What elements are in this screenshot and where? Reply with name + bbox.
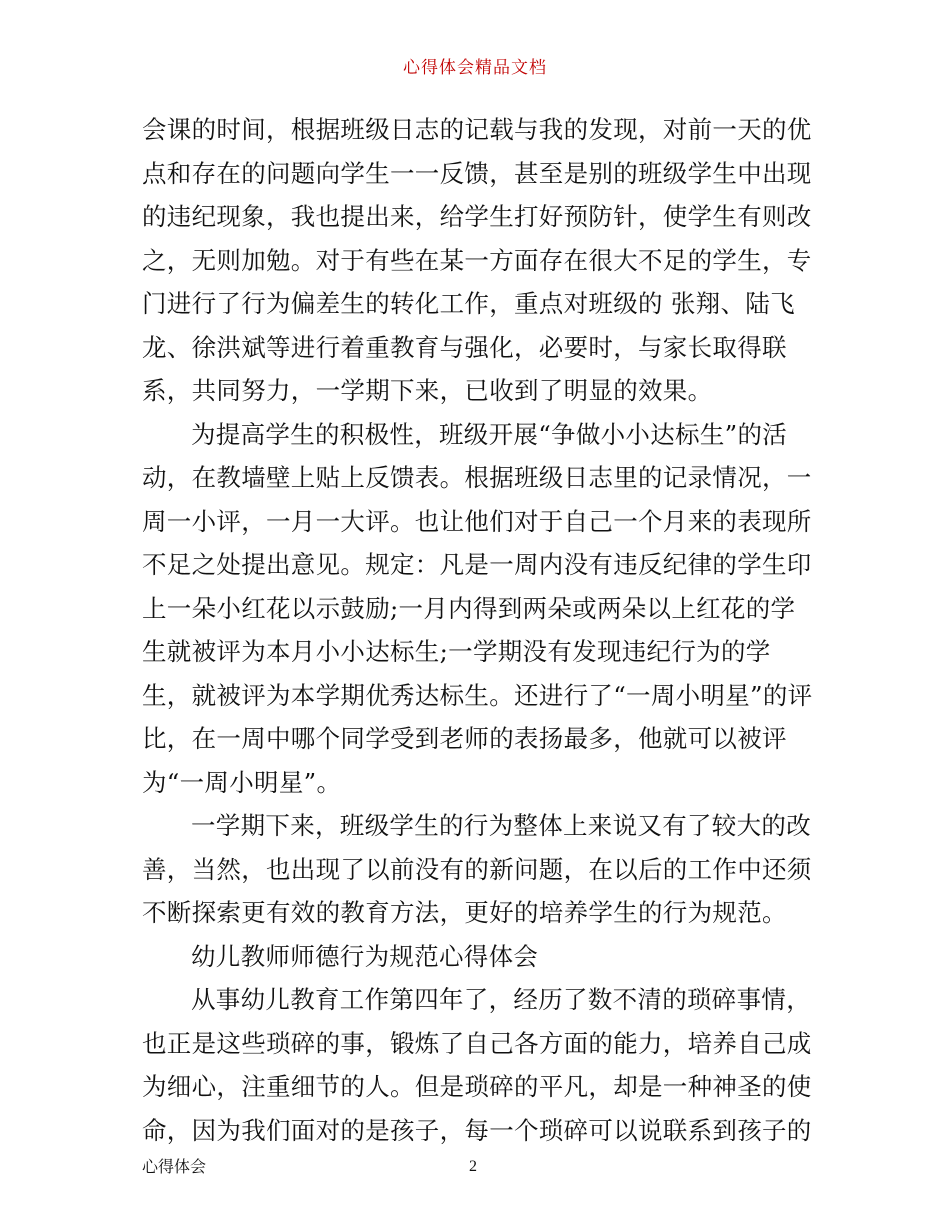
page-header-title: 心得体会精品文档: [403, 58, 547, 78]
body-paragraph-1: 会课的时间，根据班级日志的记载与我的发现，对前一天的优点和存在的问题向学生一一反馈，甚至是别的班级学生中出现的违纪现象，我也提出来，给学生打好预防针，使学生有则改之，无则加勉。对于有些在某一方面存在很大不足的学生，专门进行了行为偏差生的转化工作，重点对班级的 张翔、陆飞龙、徐洪斌等进行着重教育与强化，必要时，与家长取得联系，共同努力，一学期下来，已收到了明显的效果。: [142, 115, 812, 405]
body-paragraph-2: 为提高学生的积极性，班级开展“争做小小达标生”的活动，在教墙壁上贴上反馈表。根据班级日志里的记录情况，一周一小评，一月一大评。也让他们对于自己一个月来的表现所不足之处提出意见。规定：凡是一周内没有违反纪律的学生印上一朵小红花以示鼓励;一月内得到两朵或两朵以上红花的学生就被评为本月小小达标生;一学期没有发现违纪行为的学生，就被评为本学期优秀达标生。还进行了“一周小明星”的评比，在一周中哪个同学受到老师的表扬最多，他就可以被评为“一周小明星”。: [142, 419, 813, 797]
section-heading: 幼儿教师师德行为规范心得体会: [191, 941, 539, 971]
document-body: [142, 108, 814, 1152]
page-number: 2: [469, 1158, 477, 1175]
body-paragraph-5: 从事幼儿教育工作第四年了，经历了数不清的琐碎事情，也正是这些琐碎的事，锻炼了自己各方面的能力，培养自己成为细心，注重细节的人。但是琐碎的平凡，却是一种神圣的使命，因为我们面对的是孩子，每一个琐碎可以说联系到孩子的: [142, 985, 812, 1145]
footer-label: 心得体会: [142, 1157, 207, 1176]
body-paragraph-3: 一学期下来，班级学生的行为整体上来说又有了较大的改善，当然，也出现了以前没有的新问题，在以后的工作中还须不断探索更有效的教育方法，更好的培养学生的行为规范。: [142, 811, 812, 927]
